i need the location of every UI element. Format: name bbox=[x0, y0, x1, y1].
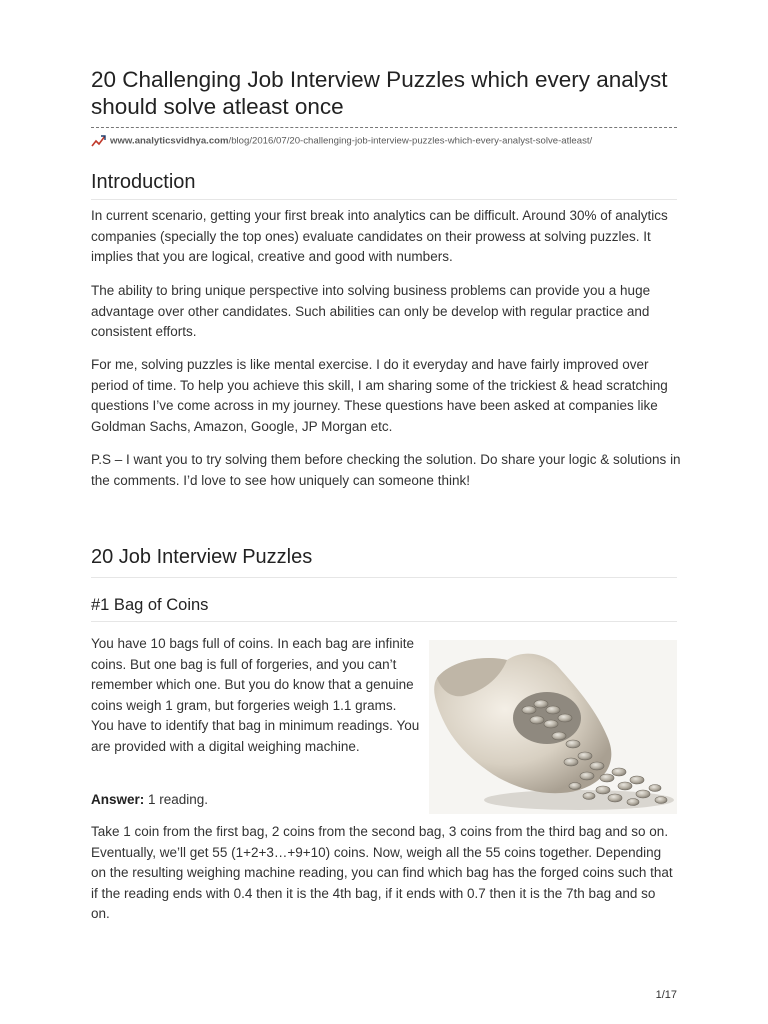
title-divider bbox=[91, 127, 677, 128]
puzzle-1-title: #1 Bag of Coins bbox=[91, 596, 209, 614]
puzzle-1-question: You have 10 bags full of coins. In each bag are infinite coins. But one bag is full of forgeries, and you can’t remember which one. But you do know that a genuine coins weigh 1 gram, but forgeries weigh 1.1 grams. You have to identify that bag in minimum readings. You are provided with a digital weighing machine. bbox=[91, 636, 420, 754]
page-title: 20 Challenging Job Interview Puzzles which every analyst should solve atleast once bbox=[91, 67, 668, 119]
intro-paragraph-2: The ability to bring unique perspective into solving business problems can provide you a huge advantage over other candidates. Such abilities can only be develop with regular practice and consistent efforts. bbox=[91, 283, 651, 340]
page-number: 1/17 bbox=[655, 989, 677, 1001]
source-url[interactable] bbox=[91, 134, 691, 148]
answer-label: Answer: bbox=[91, 792, 145, 807]
puzzle-1-solution: Take 1 coin from the first bag, 2 coins from the second bag, 3 coins from the third bag and so on. Eventually, we’ll get 55 (1+2+3…+9+10) coins. Now, weigh all the 55 coins together. Depending on the resulting weighing machine reading, you can find which bag has the forged coins such that if the reading ends with 0.4 then it is the 4th bag, if it ends with 0.7 then it is the 7th bag and so on. bbox=[91, 824, 673, 922]
section-heading-puzzles: 20 Job Interview Puzzles bbox=[91, 546, 313, 568]
puzzle-divider bbox=[91, 621, 677, 622]
puzzle-1-answer bbox=[91, 790, 681, 811]
section-heading-introduction: Introduction bbox=[91, 171, 196, 193]
source-domain: www.analyticsvidhya.com bbox=[110, 135, 229, 147]
analytics-vidhya-logo-icon bbox=[91, 134, 108, 148]
answer-value: 1 reading. bbox=[144, 792, 209, 807]
section-divider bbox=[91, 577, 677, 578]
intro-paragraph-4: P.S – I want you to try solving them before checking the solution. Do share your logic & solutions in the comments. I’d love to see how uniquely can someone think! bbox=[91, 452, 681, 488]
intro-paragraph-1: In current scenario, getting your first break into analytics can be difficult. Around 30% of analytics companies (specially the top ones) evaluate candidates on their prowess at solving puzzles. It implies that you are logical, creative and good with numbers. bbox=[91, 208, 668, 265]
bag-of-coins-image bbox=[429, 640, 677, 814]
source-path: /blog/2016/07/20-challenging-job-interview-puzzles-which-every-analyst-solve-atleast/ bbox=[228, 135, 593, 147]
section-divider bbox=[91, 199, 677, 200]
intro-paragraph-3: For me, solving puzzles is like mental exercise. I do it everyday and have fairly improved over period of time. To help you achieve this skill, I am sharing some of the trickiest & head scratching questions I’ve come across in my journey. These questions have been asked at companies like Goldman Sachs, Amazon, Google, JP Morgan etc. bbox=[91, 357, 668, 434]
